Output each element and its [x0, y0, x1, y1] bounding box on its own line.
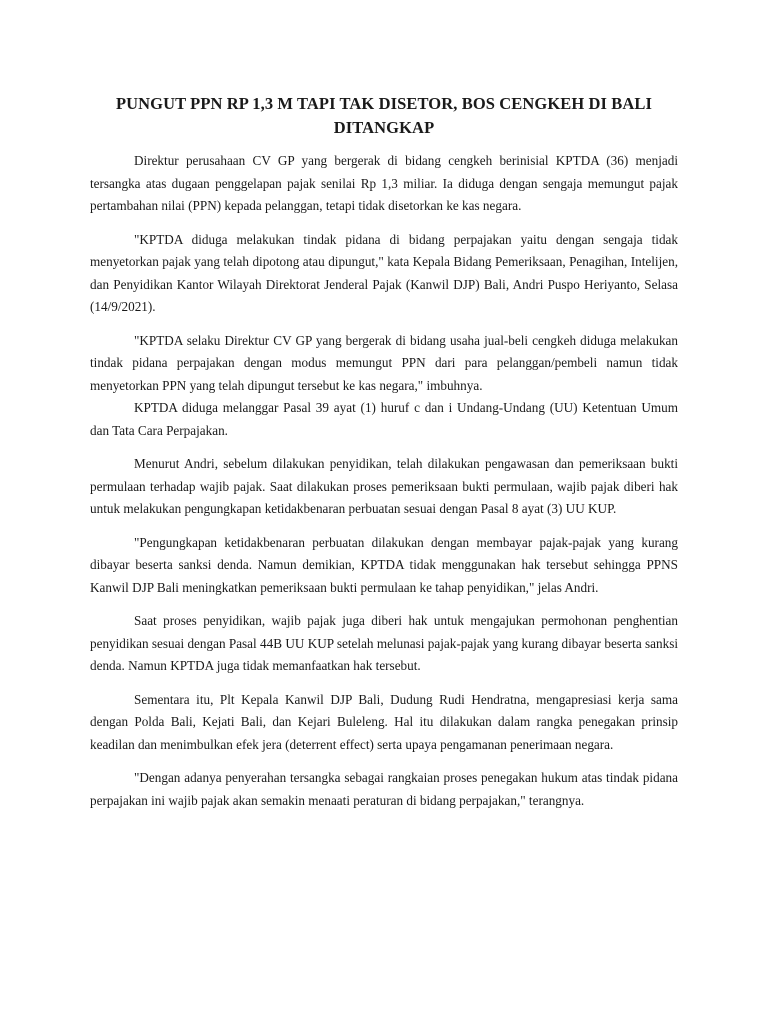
paragraph-3: "KPTDA selaku Direktur CV GP yang bergerak di bidang usaha jual-beli cengkeh diduga melakukan tindak pidana perpajakan dengan modus memungut PPN dari para pelanggan/pembeli namun tidak menyetorkan PPN yang telah dipungut tersebut ke kas negara," imbuhnya.	[90, 332, 678, 393]
paragraph-6: "Pengungkapan ketidakbenaran perbuatan dilakukan dengan membayar pajak-pajak yang kurang dibayar beserta sanksi denda. Namun demikian, KPTDA tidak menggunakan hak tersebut sehingga PPNS Kanwil DJP Bali meningkatkan pemeriksaan bukti permulaan ke tahap penyidikan," jelas Andri.	[90, 534, 678, 595]
document-title: PUNGUT PPN RP 1,3 M TAPI TAK DISETOR, BOS CENGKEH DI BALI DITANGKAP	[115, 94, 653, 137]
paragraph-9: "Dengan adanya penyerahan tersangka sebagai rangkaian proses penegakan hukum atas tindak pidana perpajakan ini wajib pajak akan semakin menaati peraturan di bidang perpajakan," terangnya.	[90, 770, 678, 808]
paragraph-7: Saat proses penyidikan, wajib pajak juga diberi hak untuk mengajukan permohonan penghentian penyidikan sesuai dengan Pasal 44B UU KUP setelah melunasi pajak-pajak yang kurang dibayar beserta sanksi denda. Namun KPTDA juga tidak memanfaatkan hak tersebut.	[90, 613, 678, 673]
paragraph-5: Menurut Andri, sebelum dilakukan penyidikan, telah dilakukan pengawasan dan pemeriksaan bukti permulaan terhadap wajib pajak. Saat dilakukan proses pemeriksaan bukti permulaan, wajib pajak diberi hak untuk melakukan pengungkapan ketidakbenaran perbuatan sesuai dengan Pasal 8 ayat (3) UU KUP.	[90, 456, 678, 516]
document-page	[90, 92, 678, 823]
paragraph-8: Sementara itu, Plt Kepala Kanwil DJP Bali, Dudung Rudi Hendratna, mengapresiasi kerja sama dengan Polda Bali, Kejati Bali, dan Kejari Buleleng. Hal itu dilakukan dalam rangka penegakan prinsip keadilan dan menimbulkan efek jera (deterrent effect) serta upaya pengamanan penerimaan negara.	[90, 691, 678, 752]
paragraph-4: KPTDA diduga melanggar Pasal 39 ayat (1) huruf c dan i Undang-Undang (UU) Ketentuan Umum dan Tata Cara Perpajakan.	[90, 400, 678, 438]
paragraph-2: "KPTDA diduga melakukan tindak pidana di bidang perpajakan yaitu dengan sengaja tidak menyetorkan pajak yang telah dipotong atau dipungut," kata Kepala Bidang Pemeriksaan, Penagihan, Intelijen, dan Penyidikan Kantor Wilayah Direktorat Jenderal Pajak (Kanwil DJP) Bali, Andri Puspo Heriyanto, Selasa (14/9/2021).	[90, 231, 678, 314]
paragraph-1: Direktur perusahaan CV GP yang bergerak di bidang cengkeh berinisial KPTDA (36) menjadi tersangka atas dugaan penggelapan pajak senilai Rp 1,3 miliar. Ia diduga dengan sengaja memungut pajak pertambahan nilai (PPN) kepada pelanggan, tetapi tidak disetorkan ke kas negara.	[90, 153, 678, 213]
